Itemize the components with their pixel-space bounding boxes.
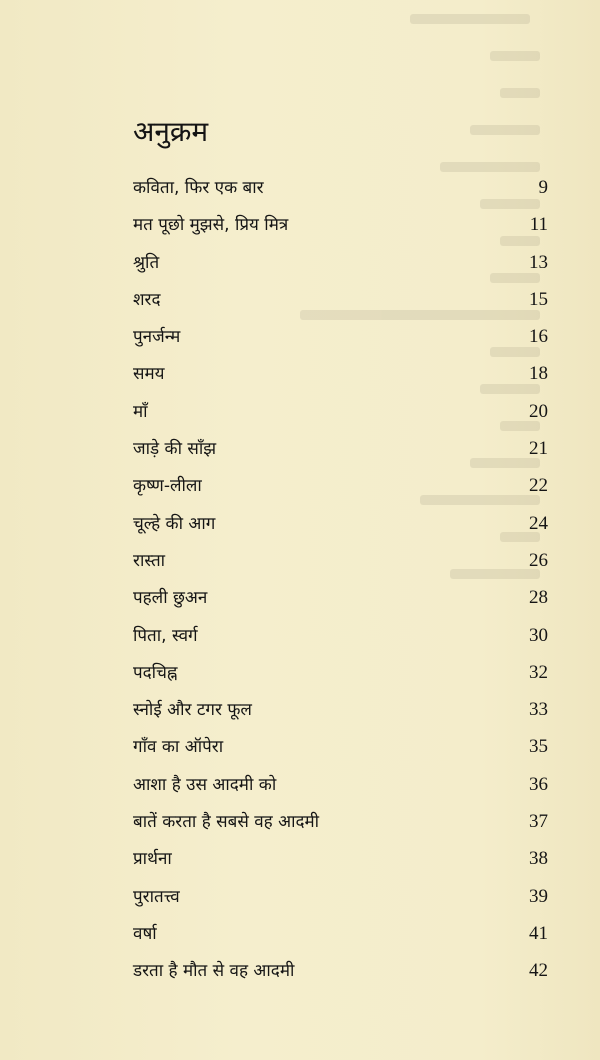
toc-entry [133,884,548,921]
toc-entry-page-number: 15 [529,288,548,310]
toc-entry-page-number: 33 [529,699,548,721]
toc-entry [133,250,548,287]
toc-entry [133,473,548,510]
toc-entry-page-number: 42 [529,960,548,982]
toc-entry-title: श्रुति [133,252,160,273]
toc-entry-page-number: 26 [529,549,548,571]
toc-entry-page-number: 28 [529,587,548,609]
toc-entry-page-number: 37 [529,811,548,833]
toc-entry-title: गाँव का ऑपेरा [133,737,224,758]
toc-entry [133,585,548,622]
toc-entry-title: पदचिह्न [133,662,178,683]
toc-entry-page-number: 21 [529,438,548,460]
toc-entry [133,361,548,398]
toc-entry [133,921,548,958]
toc-entry-title: आशा है उस आदमी को [133,774,277,795]
toc-entry-title: स्नोई और टगर फूल [133,700,252,721]
toc-entry-title: कविता, फिर एक बार [133,178,264,198]
toc-entry-page-number: 18 [529,363,548,385]
toc-entry-page-number: 36 [529,773,548,795]
toc-entry [133,548,548,585]
contents-heading: अनुक्रम [133,115,209,148]
toc-entry [133,287,548,324]
toc-entry [133,324,548,361]
toc-entry [133,772,548,809]
toc-entry [133,623,548,660]
toc-entry-title: वर्षा [133,923,157,944]
toc-entry-title: जाड़े की साँझ [133,439,217,460]
toc-entry [133,846,548,883]
toc-entry-page-number: 32 [529,661,548,683]
toc-entry-title: प्रार्थना [133,849,172,870]
toc-entry-title: समय [133,364,165,385]
toc-entry-page-number: 41 [529,922,548,944]
toc-entry-page-number: 11 [529,214,548,236]
toc-entry [133,697,548,734]
toc-entry-title: बातें करता है सबसे वह आदमी [133,812,320,833]
toc-entry-page-number: 13 [529,251,548,273]
toc-entry [133,958,548,995]
toc-entry [133,212,548,249]
toc-entry-title: डरता है मौत से वह आदमी [133,961,295,982]
toc-entry-title: रास्ता [133,550,166,571]
toc-entry-page-number: 30 [529,624,548,646]
toc-entry-title: पिता, स्वर्ग [133,625,198,646]
toc-entry-page-number: 35 [529,736,548,758]
toc-entry [133,660,548,697]
toc-entry-title: चूल्हे की आग [133,513,216,534]
toc-entry-page-number: 24 [529,512,548,534]
toc-entry-page-number: 20 [529,400,548,422]
toc-entry-title: पहली छुअन [133,588,208,609]
toc-entry-page-number: 38 [529,848,548,870]
toc-entry-title: शरद [133,289,161,310]
toc-entry-page-number: 22 [529,475,548,497]
toc-entry-page-number: 16 [529,326,548,348]
toc-entry [133,175,548,212]
toc-entry [133,511,548,548]
toc-entry-title: कृष्ण-लीला [133,476,202,497]
toc-entry [133,436,548,473]
toc-entry-title: माँ [133,401,148,422]
toc-entry-title: पुनर्जन्म [133,327,181,348]
toc-entry-page-number: 39 [529,885,548,907]
toc-entry [133,734,548,771]
table-of-contents [133,175,548,996]
toc-entry [133,399,548,436]
toc-entry-title: मत पूछो मुझसे, प्रिय मित्र [133,215,289,236]
toc-entry [133,809,548,846]
toc-entry-page-number: 9 [538,177,548,198]
toc-entry-title: पुरातत्त्व [133,886,180,907]
